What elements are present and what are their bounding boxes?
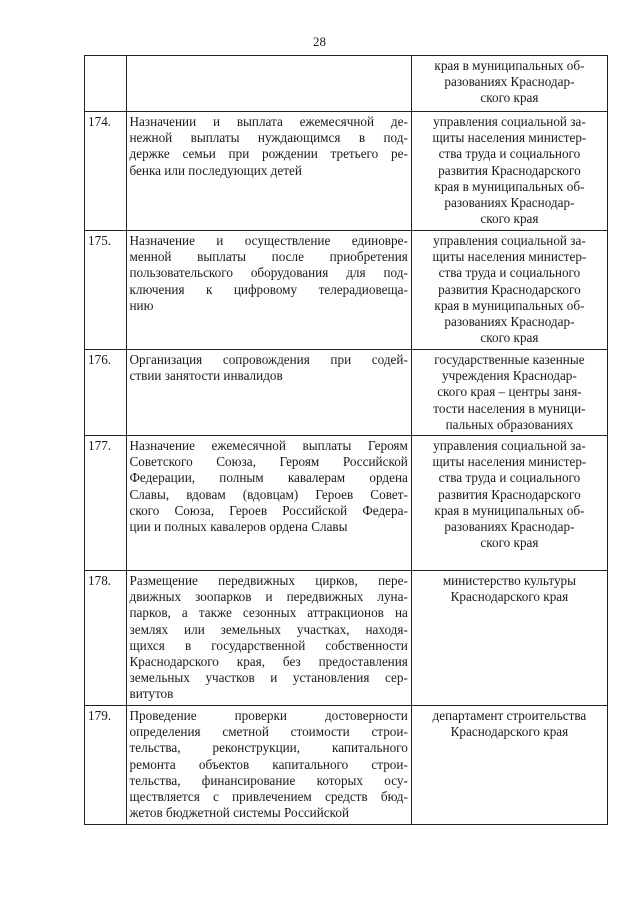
responsible-body-line: ства труда и социального [438, 146, 581, 162]
responsible-body-line: ского края [480, 535, 539, 551]
service-name-line: землях или земельных участках, находя- [129, 621, 408, 637]
responsible-body-line: ского края [480, 211, 539, 227]
service-name-cell [126, 56, 411, 112]
table-row [85, 571, 608, 706]
service-name-line: ствии занятости инвалидов [129, 368, 283, 384]
responsible-body-cell [411, 350, 607, 436]
row-number: 176. [85, 350, 127, 436]
responsible-body-line: пальных образованиях [445, 416, 574, 432]
responsible-body-line: государственные казенные [434, 352, 585, 367]
table-row [85, 436, 608, 571]
service-name-line: ключения к цифровому телерадиовеща- [129, 281, 408, 297]
responsible-body-line: развития Краснодарского [438, 486, 581, 502]
responsible-body-line: щиты населения министер- [432, 454, 587, 470]
service-name-line: Славы, вдовам (вдовцам) Героев Совет- [129, 486, 408, 502]
responsible-body-line: разованиях Краснодар- [444, 314, 575, 330]
responsible-body-cell [411, 112, 607, 231]
row-number: 174. [85, 112, 127, 231]
responsible-body-line: министерство культуры [442, 573, 577, 588]
service-name-line: Советского Союза, Героям Российской [129, 454, 408, 470]
service-name-cell [126, 112, 411, 231]
service-name-cell [126, 436, 411, 571]
service-name-line: ции и полных кавалеров ордена Славы [129, 519, 348, 535]
service-name-line: тельства, реконструкции, капитального [129, 740, 408, 756]
service-name-line: Назначение ежемесячной выплаты Героям [129, 438, 408, 453]
responsible-body-line: Краснодарского края [450, 724, 569, 740]
responsible-body-line: края в муниципальных об- [434, 502, 585, 518]
service-name-line: парков, а также сезонных аттракционов на [129, 605, 408, 621]
responsible-body-line: Краснодарского края [450, 589, 569, 605]
service-name-line: ществляется с привлечением средств бюд- [129, 789, 408, 805]
service-name-line: жетов бюджетной системы Российской [129, 805, 350, 821]
responsible-body-line: управления социальной за- [433, 233, 586, 248]
service-name-line: земельных участков и установления сер- [129, 670, 408, 686]
service-name-line: Федерации, полным кавалерам ордена [129, 470, 408, 486]
responsible-body-line: щиты населения министер- [432, 249, 587, 265]
table-row [85, 350, 608, 436]
responsible-body-line: управления социальной за- [433, 114, 586, 129]
service-name-cell [126, 231, 411, 350]
responsible-body-line: департамент строительства [432, 708, 587, 723]
responsible-body-line: разованиях Краснодар- [444, 195, 575, 211]
service-name-line: движных зоопарков и передвижных луна- [129, 589, 408, 605]
service-name-line: ремонта объектов капитального строи- [129, 756, 408, 772]
service-name-line: менной выплаты после приобретения [129, 249, 408, 265]
responsible-body-line: разованиях Краснодар- [444, 74, 575, 90]
page-number: 28 [313, 34, 326, 49]
services-table-body [85, 56, 608, 825]
responsible-body-line: управления социальной за- [433, 438, 586, 453]
responsible-body-cell [411, 231, 607, 350]
responsible-body-cell [411, 706, 607, 825]
service-name-line: тельства, финансирование которых осу- [129, 772, 408, 788]
row-number: 178. [85, 571, 127, 706]
services-table [84, 55, 608, 825]
row-number: 179. [85, 706, 127, 825]
responsible-body-line: учреждения Краснодар- [442, 368, 577, 384]
service-name-line: определения сметной стоимости строи- [129, 724, 408, 740]
service-name-cell [126, 350, 411, 436]
service-name-line: Проведение проверки достоверности [129, 708, 408, 723]
responsible-body-line: края в муниципальных об- [434, 58, 585, 73]
service-name-cell [126, 571, 411, 706]
responsible-body-line: ского края [480, 330, 539, 346]
responsible-body-line: развития Краснодарского [438, 281, 581, 297]
service-name-line: витутов [129, 686, 174, 702]
responsible-body-line: ского края [480, 90, 539, 106]
service-name-line: Краснодарского края, без предоставления [129, 654, 408, 670]
table-row [85, 112, 608, 231]
responsible-body-line: щиты населения министер- [432, 130, 587, 146]
row-number: 175. [85, 231, 127, 350]
service-name-line: Организация сопровождения при содей- [129, 352, 408, 367]
service-name-line: держке семьи при рождении третьего ре- [129, 146, 408, 162]
service-name-line: щихся в государственной собственности [129, 637, 408, 653]
responsible-body-line: разованиях Краснодар- [444, 519, 575, 535]
service-name-line: пользовательского оборудования для под- [129, 265, 408, 281]
service-name-line: Назначении и выплата ежемесячной де- [129, 114, 408, 129]
responsible-body-cell [411, 571, 607, 706]
table-row [85, 231, 608, 350]
service-name-line: нежной выплаты нуждающимся в под- [129, 130, 408, 146]
responsible-body-line: края в муниципальных об- [434, 297, 585, 313]
responsible-body-cell [411, 56, 607, 112]
table-row [85, 56, 608, 112]
service-name-cell [126, 706, 411, 825]
table-row [85, 706, 608, 825]
row-number: 177. [85, 436, 127, 571]
service-name-line: бенка или последующих детей [129, 162, 302, 178]
service-name-line: Размещение передвижных цирков, пере- [129, 573, 408, 588]
service-name-line: Назначение и осуществление единовре- [129, 233, 408, 248]
service-name-line: ского Союза, Героев Российской Федера- [129, 502, 408, 518]
responsible-body-line: ского края – центры заня- [437, 384, 582, 400]
responsible-body-line: края в муниципальных об- [434, 178, 585, 194]
responsible-body-line: ства труда и социального [438, 470, 581, 486]
responsible-body-cell [411, 436, 607, 571]
row-number [85, 56, 127, 112]
service-name-line: нию [129, 297, 154, 313]
responsible-body-line: развития Краснодарского [438, 162, 581, 178]
responsible-body-line: ства труда и социального [438, 265, 581, 281]
responsible-body-line: тости населения в муници- [433, 400, 586, 416]
